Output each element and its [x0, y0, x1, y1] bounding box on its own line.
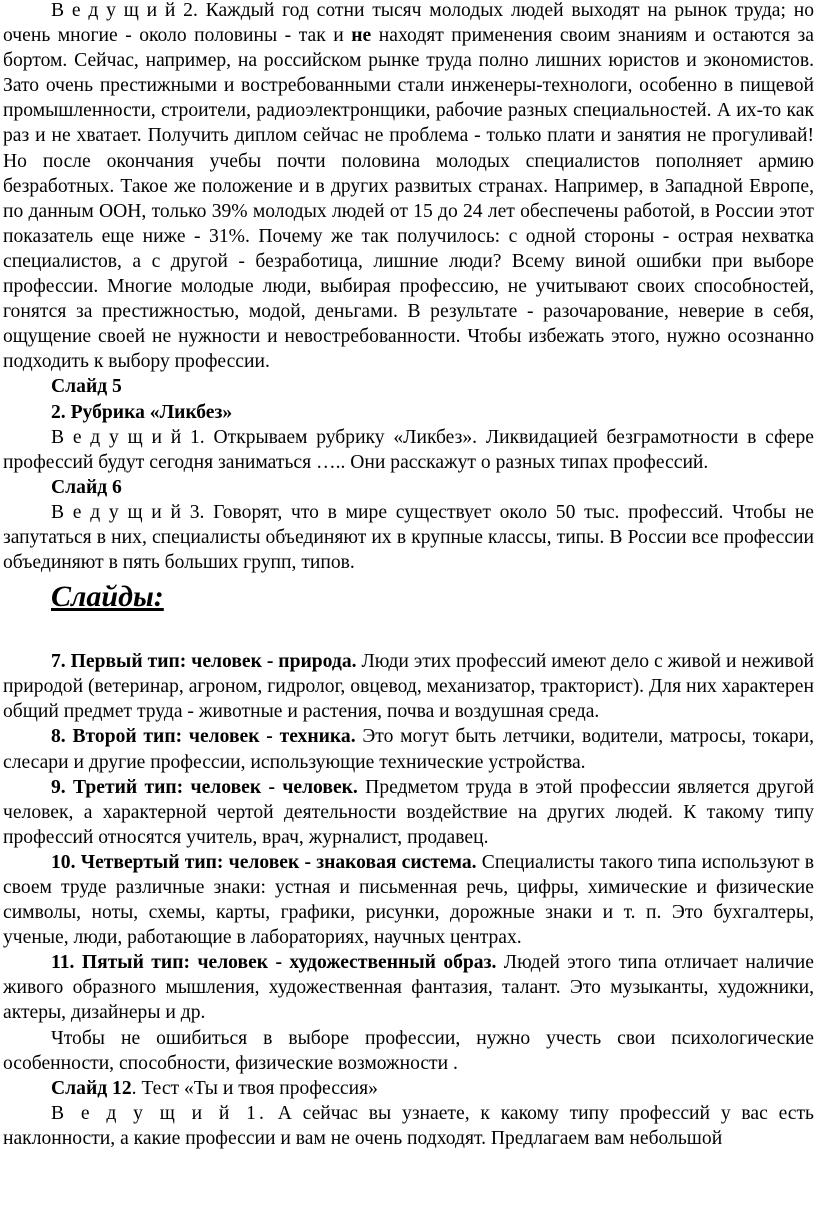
type-text: Людей этого типа отличает наличие живого образного мышления, художественная фантазия, талант. Это музыканты, художники, актеры, дизайнеры и др. — [3, 952, 814, 1024]
emphasis-text: не — [351, 25, 372, 47]
slides-section-title: Слайды: — [51, 580, 164, 614]
type-text: Предметом труда в этой профессии является другой человек, а характерной чертой деятельности воздействие на других людей. К такому типу профессий относятся учитель, врач, журналист, продавец. — [3, 776, 814, 848]
speaker-label: В е д у щ и й 2. — [51, 0, 198, 21]
slide-12-line — [3, 1076, 814, 1101]
slide-12-text: . Тест «Ты и твоя профессия» — [131, 1077, 378, 1099]
speaker-label: В е д у щ и й 1. — [51, 1102, 267, 1124]
type-label: 10. Четвертый тип: человек - знаковая система. — [51, 851, 477, 873]
profession-type-2 — [3, 724, 814, 774]
profession-type-3 — [3, 775, 814, 850]
paragraph-text: А сейчас вы узнаете, к какому типу профессий у вас есть наклонности, а какие профессии и вам не очень подходят. Предлагаем вам небольшой — [3, 1102, 814, 1149]
slide-6-heading: Слайд 6 — [51, 476, 122, 498]
paragraph-text: находят применения своим знаниям и остаются за бортом. Сейчас, например, на российском рынке труда полно лишних юристов и экономистов. Зато очень престижными и востребованными стали инженеры-технологи, особенно в пищевой промышленности, строители, радиоэлектронщики, рабочие разных специальностей. А их-то как раз и не хватает. Получить диплом сейчас не проблема - только плати и занятия не прогуливай! Но после окончания учебы почти половина молодых специалистов пополняет армию безработных. Такое же положение и в других развитых странах. Например, в Западной Европе, по данным ООН, только 39% молодых людей от 15 до 24 лет обеспечены работой, в России этот показатель еще ниже - 31%. Почему же так получилось: с одной стороны - острая нехватка специалистов, а с другой - безработица, лишние люди? Всему виной ошибки при выборе профессии. Многие молодые люди, выбирая профессию, не учитывают своих способностей, гонятся за престижностью, модой, деньгами. В результате - разочарование, неверие в себя, ощущение своей не нужности и невостребованности. Чтобы избежать этого, нужно осознанно подходить к выбору профессии. — [3, 25, 814, 373]
paragraph-presenter-1 — [3, 425, 814, 475]
profession-type-4 — [3, 850, 814, 950]
paragraph-text: Говорят, что в мире существует около 50 тыс. профессий. Чтобы не запутаться в них, специалисты объединяют их в крупные классы, типы. В России все профессии объединяют в пять больших групп, типов. — [3, 501, 815, 574]
paragraph-presenter-3 — [3, 500, 814, 575]
speaker-label: В е д у щ и й 1. — [51, 426, 205, 448]
profession-type-1 — [3, 649, 814, 724]
paragraph-text: Каждый год сотни тысяч молодых людей выходят на рынок труда; но очень многие - около половины - так и — [3, 0, 815, 47]
slide-12-label: Слайд 12 — [51, 1077, 132, 1099]
type-label: 9. Третий тип: человек - человек. — [51, 776, 358, 798]
rubric-heading: 2. Рубрика «Ликбез» — [51, 401, 233, 423]
type-label: 7. Первый тип: человек - природа. — [51, 651, 357, 673]
type-text: Специалисты такого типа используют в своем труде различные знаки: устная и письменная речь, цифры, химические и физические символы, ноты, схемы, карты, графики, рисунки, дорожные знаки и т. п. Это бухгалтеры, ученые, люди, работающие в лабораториях, научных центрах. — [3, 851, 815, 949]
type-text: Люди этих профессий имеют дело с живой и неживой природой (ветеринар, агроном, гидролог, овцевод, механизатор, тракторист). Для них характерен общий предмет труда - животные и растения, почва и воздушная среда. — [3, 651, 815, 723]
conclusion-paragraph: Чтобы не ошибиться в выборе профессии, нужно учесть свои психологические особенности, способности, физические возможности . — [3, 1027, 814, 1074]
type-text: Это могут быть летчики, водители, матросы, токари, слесари и другие профессии, использующие технические устройства. — [3, 726, 815, 773]
slide-5-heading: Слайд 5 — [51, 376, 122, 398]
type-label: 11. Пятый тип: человек - художественный образ. — [51, 952, 497, 974]
speaker-label: В е д у щ и й 3. — [51, 501, 205, 523]
profession-type-5 — [3, 950, 814, 1025]
paragraph-presenter-1-test — [3, 1101, 814, 1151]
type-label: 8. Второй тип: человек - техника. — [51, 726, 356, 748]
paragraph-text: Открываем рубрику «Ликбез». Ликвидацией безграмотности в сфере профессий будут сегодня заниматься ….. Они расскажут о разных типах профессий. — [3, 426, 814, 473]
paragraph-presenter-2 — [3, 0, 814, 374]
